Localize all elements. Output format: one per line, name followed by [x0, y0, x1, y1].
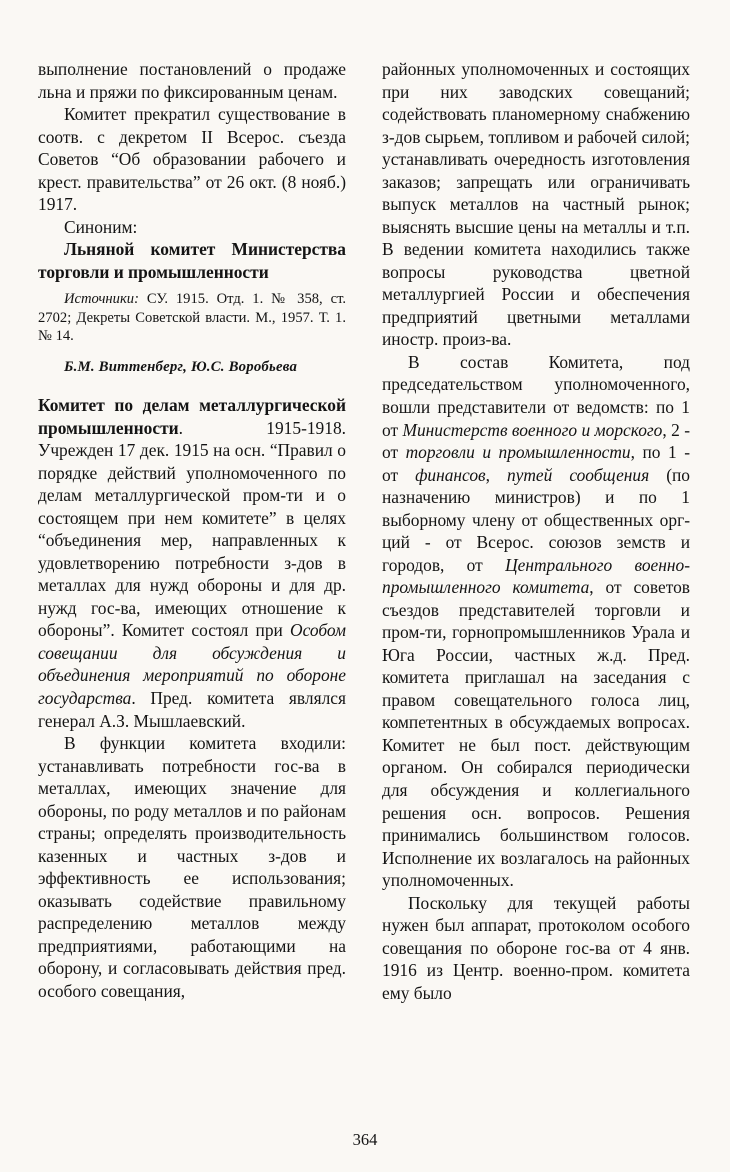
entry-italic-phrase: Особом совещании для обсуждения и объединения мероприятий по обороне государства: [38, 620, 346, 708]
italic-run: торговли и промышленности: [405, 442, 631, 463]
page-number: 364: [352, 1130, 378, 1149]
paragraph: районных уполномоченных и состоящих при них заводских совещаний; содействовать планомерному снабжению з-дов сырьем, топливом и рабочей силой; устанавливать очередность изготовления заказов; запрещать или ограничивать выпуск металлов на частный рынок; выяснять высшие цены на металлы и т.п. В ведении комитета находились также вопросы руководства цветной металлургией России и обеспечения предприятий цветными металлами иностр. произ-ва.: [382, 59, 690, 350]
sources-text: СУ. 1915. Отд. 1. № 358, ст. 2702; Декреты Советской власти. М., 1957. Т. 1. № 14.: [38, 291, 346, 345]
two-column-layout: [38, 58, 692, 1098]
italic-run: Министерств военного и морского: [402, 419, 663, 440]
italic-run: финансов: [415, 464, 486, 485]
paragraph: В функции комитета входили: устанавливать потребности гос-ва в металлах, имеющих значение для обороны, по роду металлов и по районам страны; определять производительность казенных и частных з-дов и эффективность ее использования; оказывать содействие правильному распределению металлов между предприятиями, работающими на оборону, и согласовывать действия пред. особого совещания,: [38, 733, 346, 1001]
italic-run: путей сообщения: [506, 464, 650, 485]
left-column: [38, 58, 346, 1098]
text-run: (по назначению министров) и по 1 выборному члену от общественных орг-ций - от Всерос. союзов земств и городов, от: [382, 464, 690, 575]
entry-body-part-1: . 1915-1918. Учрежден 17 дек. 1915 на осн. “Правил о порядке действий уполномоченного по делам металлургической пром-ти и о состоящем при нем комитете” в целях “объединения мер, направленных к удовлетворению потребности з-дов в металлах для нужд обороны и для др. нужд гос-ва, имеющих отношение к обороны”. Комитет состоял при: [38, 417, 346, 641]
paragraph: Комитет прекратил существование в соотв. с декретом II Всерос. съезда Советов “Об образовании рабочего и крест. правительства” от 26 окт. (8 нояб.) 1917.: [38, 104, 346, 215]
sources-label: Источники:: [64, 291, 139, 308]
text-run: , по 1 - от: [382, 442, 690, 485]
text-run: , от советов съездов представителей торговли и пром-ти, горнопромышленников Урала и Юга России, частных ж.д. Пред. комитета приглашал на заседания с правом совещательного голоса лиц, компетентных в обсуждаемых вопросах. Комитет не был пост. действующим органом. Он собирался периодически для обсуждения и коллегиального решения осн. вопросов. Решения принимались большинством голосов. Исполнение их возлагалось на районных уполномоченных.: [382, 577, 690, 891]
entry-authors: Б.М. Виттенберг, Ю.С. Воробьева: [64, 358, 298, 375]
synonym-value: Льняной комитет Министерства торговли и промышленности: [38, 239, 346, 282]
paragraph: выполнение постановлений о продаже льна и пряжи по фиксированным ценам.: [38, 59, 346, 102]
paragraph: [382, 351, 690, 892]
entry-body-part-2: . Пред. комитета являлся генерал А.З. Мышлаевский.: [38, 687, 346, 731]
right-column: [382, 58, 690, 1098]
sources-note: [38, 290, 346, 346]
entry-headword: Комитет по делам металлургической промышленности: [38, 395, 346, 438]
dictionary-entry: [38, 394, 346, 732]
text-run: В состав Комитета, под председательством уполномоченного, вошли представители от ведомств: по 1 от: [382, 351, 690, 440]
paragraph: Поскольку для текущей работы нужен был аппарат, протоколом особого совещания по обороне гос-ва от 4 янв. 1916 из Центр. военно-пром. комитета ему было: [382, 892, 690, 1003]
text-run: , 2 - от: [382, 419, 691, 463]
italic-run: Центрального военно-промышленного комитета: [382, 554, 690, 598]
synonym-label: Синоним:: [64, 216, 138, 237]
text-run: ,: [485, 464, 507, 485]
